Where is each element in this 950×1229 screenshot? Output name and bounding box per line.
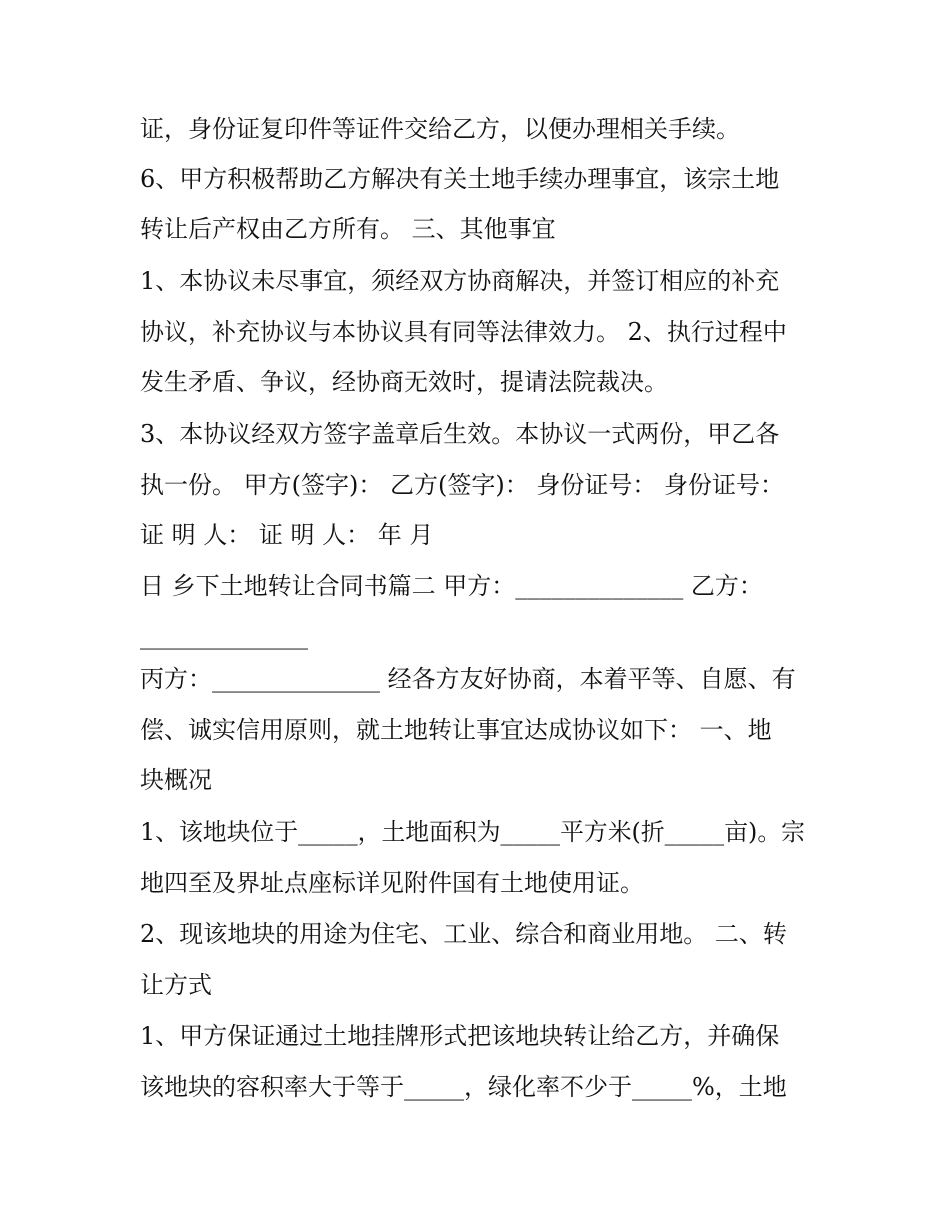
text-line: 该地块的容积率大于等于_____，绿化率不少于_____%，土地: [140, 1073, 787, 1101]
text-line: 3、本协议经双方签字盖章后生效。本协议一式两份，甲乙各: [140, 420, 780, 448]
text-line: 证 明 人： 证 明 人： 年 月: [140, 521, 434, 549]
text-line: 日 乡下土地转让合同书篇二 甲方：______________ 乙方：: [140, 572, 763, 600]
text-line: 证，身份证复印件等证件交给乙方，以便办理相关手续。: [140, 115, 740, 143]
text-line: 1、本协议未尽事宜，须经双方协商解决，并签订相应的补充: [140, 267, 780, 295]
text-line: 块概况: [140, 766, 212, 794]
text-line: ______________: [140, 622, 308, 650]
text-line: 协议，补充协议与本协议具有同等法律效力。 2、执行过程中: [140, 318, 787, 346]
text-line: 发生矛盾、争议，经协商无效时，提请法院裁决。: [140, 368, 668, 396]
text-line: 执一份。 甲方(签字)： 乙方(签字)： 身份证号： 身份证号：: [140, 471, 784, 499]
text-line: 丙方：______________ 经各方友好协商，本着平等、自愿、有: [140, 665, 796, 693]
text-line: 1、甲方保证通过土地挂牌形式把该地块转让给乙方，并确保: [140, 1022, 780, 1050]
text-line: 1、该地块位于_____，土地面积为_____平方米(折_____亩)。宗: [140, 818, 805, 846]
text-line: 让方式: [140, 971, 212, 999]
text-line: 地四至及界址点座标详见附件国有土地使用证。: [140, 869, 644, 897]
text-line: 转让后产权由乙方所有。 三、其他事宜: [140, 215, 556, 243]
text-line: 偿、诚实信用原则，就土地转让事宜达成协议如下： 一、地: [140, 716, 772, 744]
text-line: 6、甲方积极帮助乙方解决有关土地手续办理事宜，该宗土地: [140, 165, 780, 193]
text-line: 2、现该地块的用途为住宅、工业、综合和商业用地。 二、转: [140, 920, 787, 948]
